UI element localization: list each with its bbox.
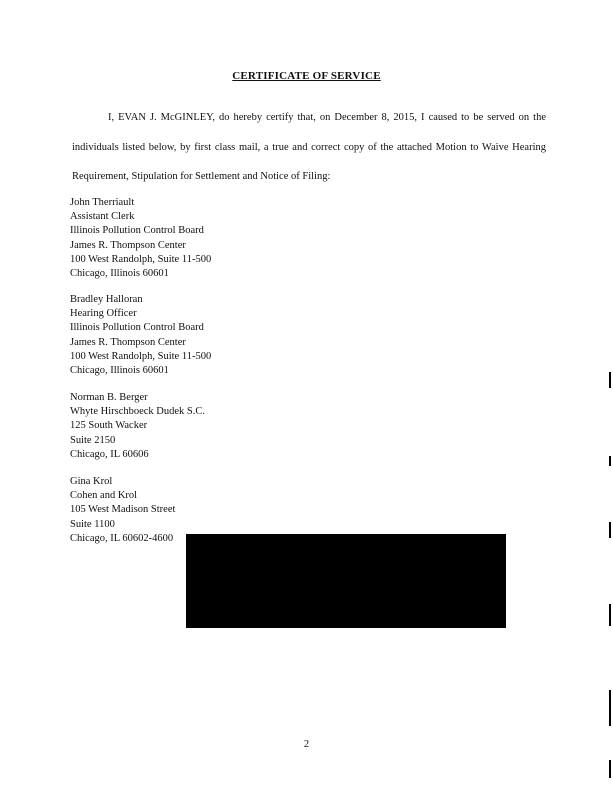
recipient-line: John Therriault <box>70 197 135 208</box>
scan-edge-mark <box>609 456 611 466</box>
recipient-line: Chicago, Illinois 60601 <box>70 267 169 279</box>
certification-paragraph <box>72 103 546 192</box>
recipient-line: James R. Thompson Center <box>70 239 186 251</box>
redaction-box <box>186 534 506 628</box>
certificate-title: CERTIFICATE OF SERVICE <box>232 70 381 82</box>
recipient-line: Illinois Pollution Control Board <box>70 225 204 237</box>
recipient-line: 100 West Randolph, Suite 11-500 <box>70 253 212 265</box>
recipient-line: Suite 1100 <box>70 518 115 530</box>
recipient-line: Whyte Hirschboeck Dudek S.C. <box>70 406 206 418</box>
recipient-line: 125 South Wacker <box>70 420 148 432</box>
scan-edge-mark <box>609 690 611 726</box>
recipient-line: Gina Krol <box>70 476 113 487</box>
recipient-line: Cohen and Krol <box>70 490 138 502</box>
recipient-line: Hearing Officer <box>70 308 137 320</box>
certification-text: I, EVAN J. McGINLEY, do hereby certify that, on December 8, 2015, I caused to be served on the individuals listed below, by first class mail, a true and correct copy of the attached Motion to Waive Hearing Requirement, Stipulation for Settlement and Notice of Filing: <box>72 112 546 182</box>
recipient-line: Chicago, IL 60606 <box>70 448 149 460</box>
scan-edge-mark <box>609 522 611 538</box>
scan-edge-mark <box>609 372 611 388</box>
recipient-line: 100 West Randolph, Suite 11-500 <box>70 350 212 362</box>
scan-edge-mark <box>609 760 611 778</box>
recipient-line: Assistant Clerk <box>70 211 135 223</box>
recipient-line: Chicago, Illinois 60601 <box>70 364 169 376</box>
recipient-block-2 <box>70 293 211 378</box>
page-number: 2 <box>303 739 310 750</box>
recipient-line: James R. Thompson Center <box>70 336 186 348</box>
recipient-line: Illinois Pollution Control Board <box>70 322 204 334</box>
recipient-block-4 <box>70 475 175 546</box>
recipient-block-1 <box>70 196 211 281</box>
recipient-line: Chicago, IL 60602-4600 <box>70 532 174 544</box>
recipient-line: Norman B. Berger <box>70 392 148 403</box>
recipient-line: Suite 2150 <box>70 434 116 446</box>
recipient-line: Bradley Halloran <box>70 294 143 305</box>
recipient-line: 105 West Madison Street <box>70 504 176 516</box>
recipient-block-3 <box>70 391 205 462</box>
scan-edge-mark <box>609 604 611 626</box>
